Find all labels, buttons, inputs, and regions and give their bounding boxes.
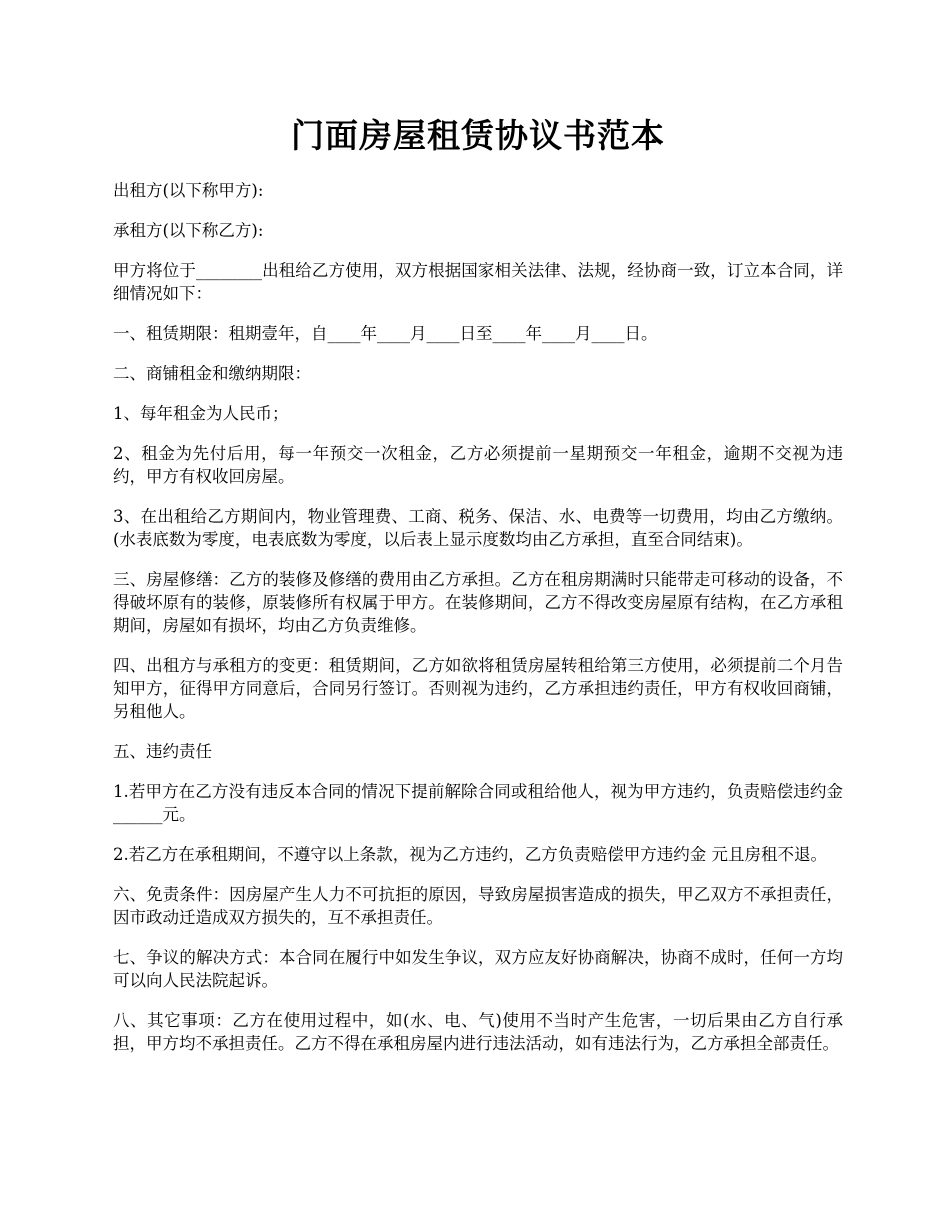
paragraph-repairs: 三、房屋修缮：乙方的装修及修缮的费用由乙方承担。乙方在租房期满时只能带走可移动的设备，不得破坏原有的装修，原装修所有权属于甲方。在装修期间，乙方不得改变房屋原有结构，在乙方承租期间，房屋如有损坏，均由乙方负责维修。 — [113, 570, 843, 635]
paragraph-rent-2: 2、租金为先付后用，每一年预交一次租金，乙方必须提前一星期预交一年租金，逾期不交视为违约，甲方有权收回房屋。 — [113, 444, 843, 486]
paragraph-changes: 四、出租方与承租方的变更：租赁期间，乙方如欲将租赁房屋转租给第三方使用，必须提前二个月告知甲方，征得甲方同意后，合同另行签订。否则视为违约，乙方承担违约责任，甲方有权收回商铺，另租他人。 — [113, 656, 843, 721]
paragraph-other: 八、其它事项：乙方在使用过程中，如(水、电、气)使用不当时产生危害，一切后果由乙方自行承担，甲方均不承担责任。乙方不得在承租房屋内进行违法活动，如有违法行为，乙方承担全部责任。 — [113, 1011, 843, 1053]
paragraph-rent-1: 1、每年租金为人民币； — [113, 404, 289, 423]
paragraph-lessor: 出租方(以下称甲方): — [113, 181, 264, 200]
paragraph-term: 一、租赁期限：租期壹年，自____年____月____日至____年____月____日。 — [113, 324, 658, 343]
paragraph-lessee: 承租方(以下称乙方): — [113, 221, 264, 240]
paragraph-exemption: 六、免责条件：因房屋产生人力不可抗拒的原因，导致房屋损害造成的损失，甲乙双方不承担责任，因市政动迁造成双方损失的，互不承担责任。 — [113, 885, 843, 927]
document-body — [113, 179, 843, 1072]
document-title: 门面房屋租赁协议书范本 — [291, 116, 665, 155]
paragraph-liability-1: 1.若甲方在乙方没有违反本合同的情况下提前解除合同或租给他人，视为甲方违约，负责赔偿违约金______元。 — [113, 782, 843, 824]
paragraph-liability-heading: 五、违约责任 — [113, 742, 212, 761]
paragraph-liability-2: 2.若乙方在承租期间，不遵守以上条款，视为乙方违约，乙方负责赔偿甲方违约金 元且房租不退。 — [113, 845, 827, 864]
paragraph-intro: 甲方将位于________出租给乙方使用，双方根据国家相关法律、法规，经协商一致，订立本合同，详细情况如下： — [113, 261, 843, 303]
paragraph-rent-3: 3、在出租给乙方期间内，物业管理费、工商、税务、保洁、水、电费等一切费用，均由乙方缴纳。(水表底数为零度，电表底数为零度，以后表上显示度数均由乙方承担，直至合同结束)。 — [113, 507, 843, 549]
paragraph-disputes: 七、争议的解决方式：本合同在履行中如发生争议，双方应友好协商解决，协商不成时，任何一方均可以向人民法院起诉。 — [113, 948, 843, 990]
paragraph-rent-heading: 二、商铺租金和缴纳期限： — [113, 364, 311, 383]
